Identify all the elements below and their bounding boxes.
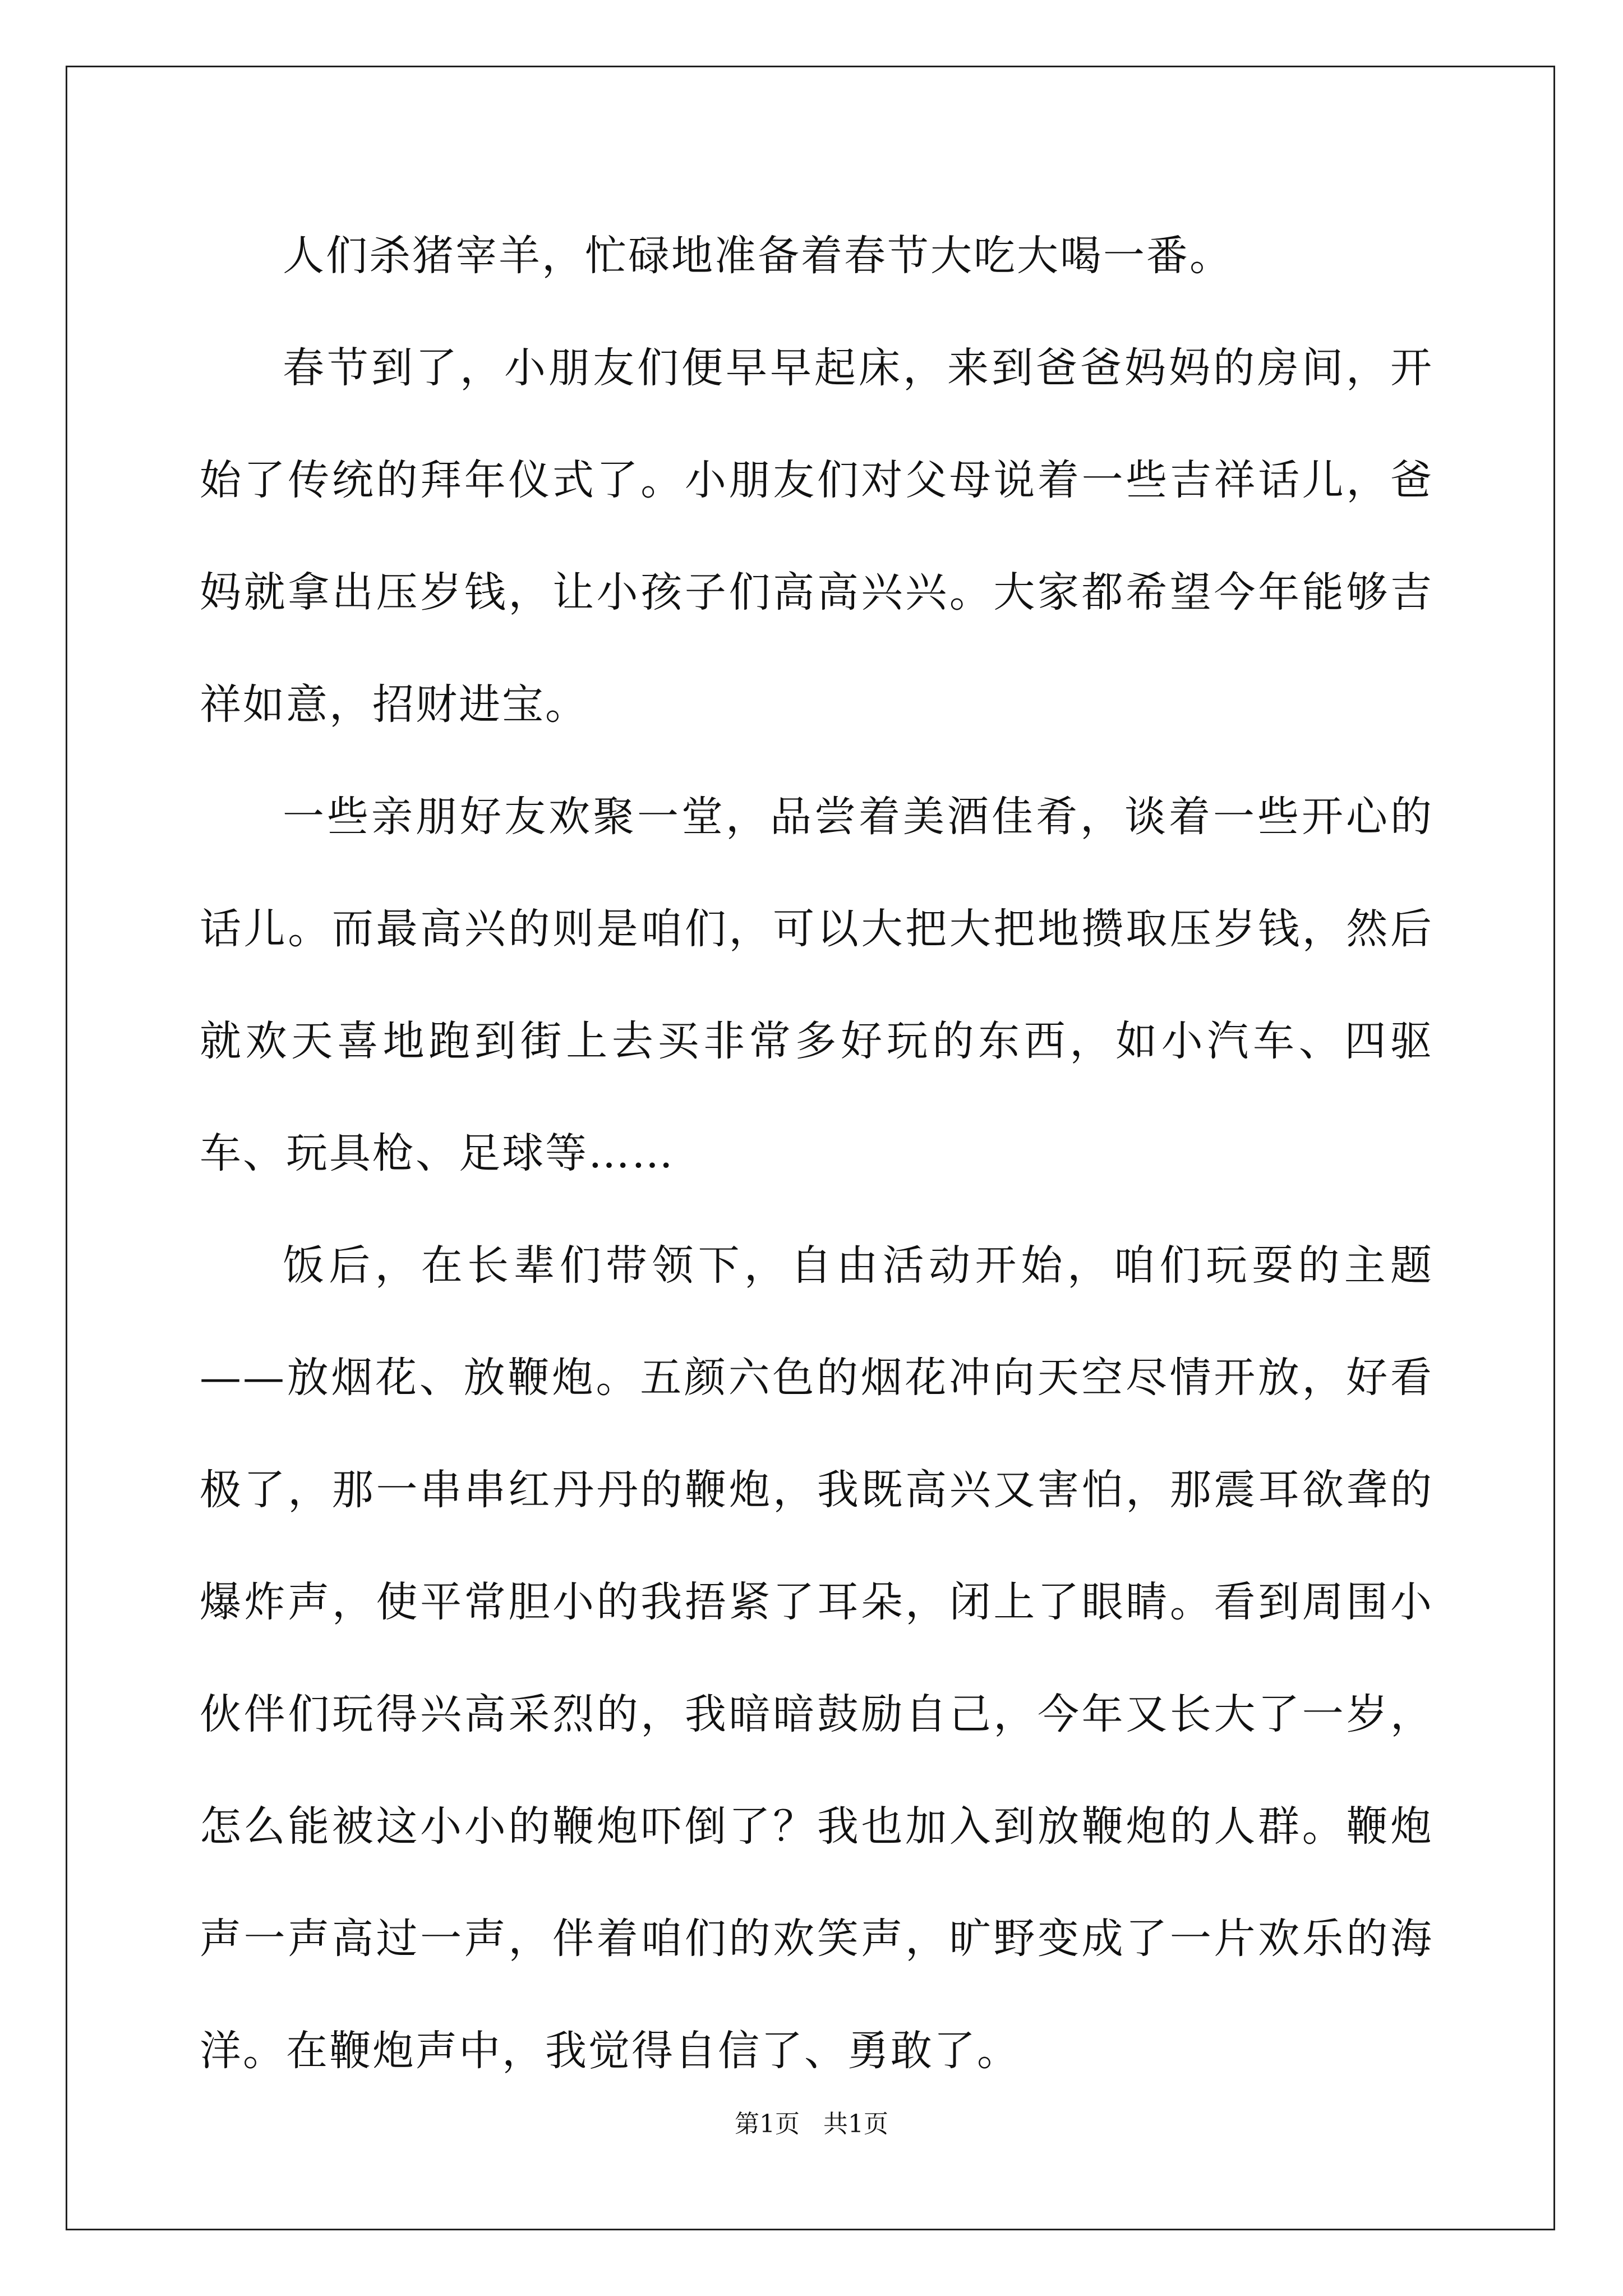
paragraph-3: 一些亲朋好友欢聚一堂，品尝着美酒佳肴，谈着一些开心的话儿。而最高兴的则是咱们，可以大把大把地攒取压岁钱，然后就欢天喜地跑到街上去买非常多好玩的东西，如小汽车、四驱车、玩具枪、足球等…… [200,793,1433,1177]
document-body [200,200,1433,2107]
paragraph-2: 春节到了，小朋友们便早早起床，来到爸爸妈妈的房间，开始了传统的拜年仪式了。小朋友们对父母说着一些吉祥话儿，爸妈就拿出压岁钱，让小孩子们高高兴兴。大家都希望今年能够吉祥如意，招财进宝。 [200,344,1433,729]
paragraph-1: 人们杀猪宰羊，忙碌地准备着春节大吃大喝一番。 [283,232,1233,280]
page-total: 共1页 [823,2110,888,2138]
page-footer [0,2104,1623,2139]
page-number: 第1页 [735,2110,800,2138]
paragraph-4: 饭后，在长辈们带领下，自由活动开始，咱们玩耍的主题——放烟花、放鞭炮。五颜六色的烟花冲向天空尽情开放，好看极了，那一串串红丹丹的鞭炮，我既高兴又害怕，那震耳欲聋的爆炸声，使平常胆小的我捂紧了耳朵，闭上了眼睛。看到周围小伙伴们玩得兴高采烈的，我暗暗鼓励自己，今年又长大了一岁，怎么能被这小小的鞭炮吓倒了？我也加入到放鞭炮的人群。鞭炮声一声高过一声，伴着咱们的欢笑声，旷野变成了一片欢乐的海洋。在鞭炮声中，我觉得自信了、勇敢了。 [200,1241,1433,2075]
footer-spacer [800,2110,823,2138]
